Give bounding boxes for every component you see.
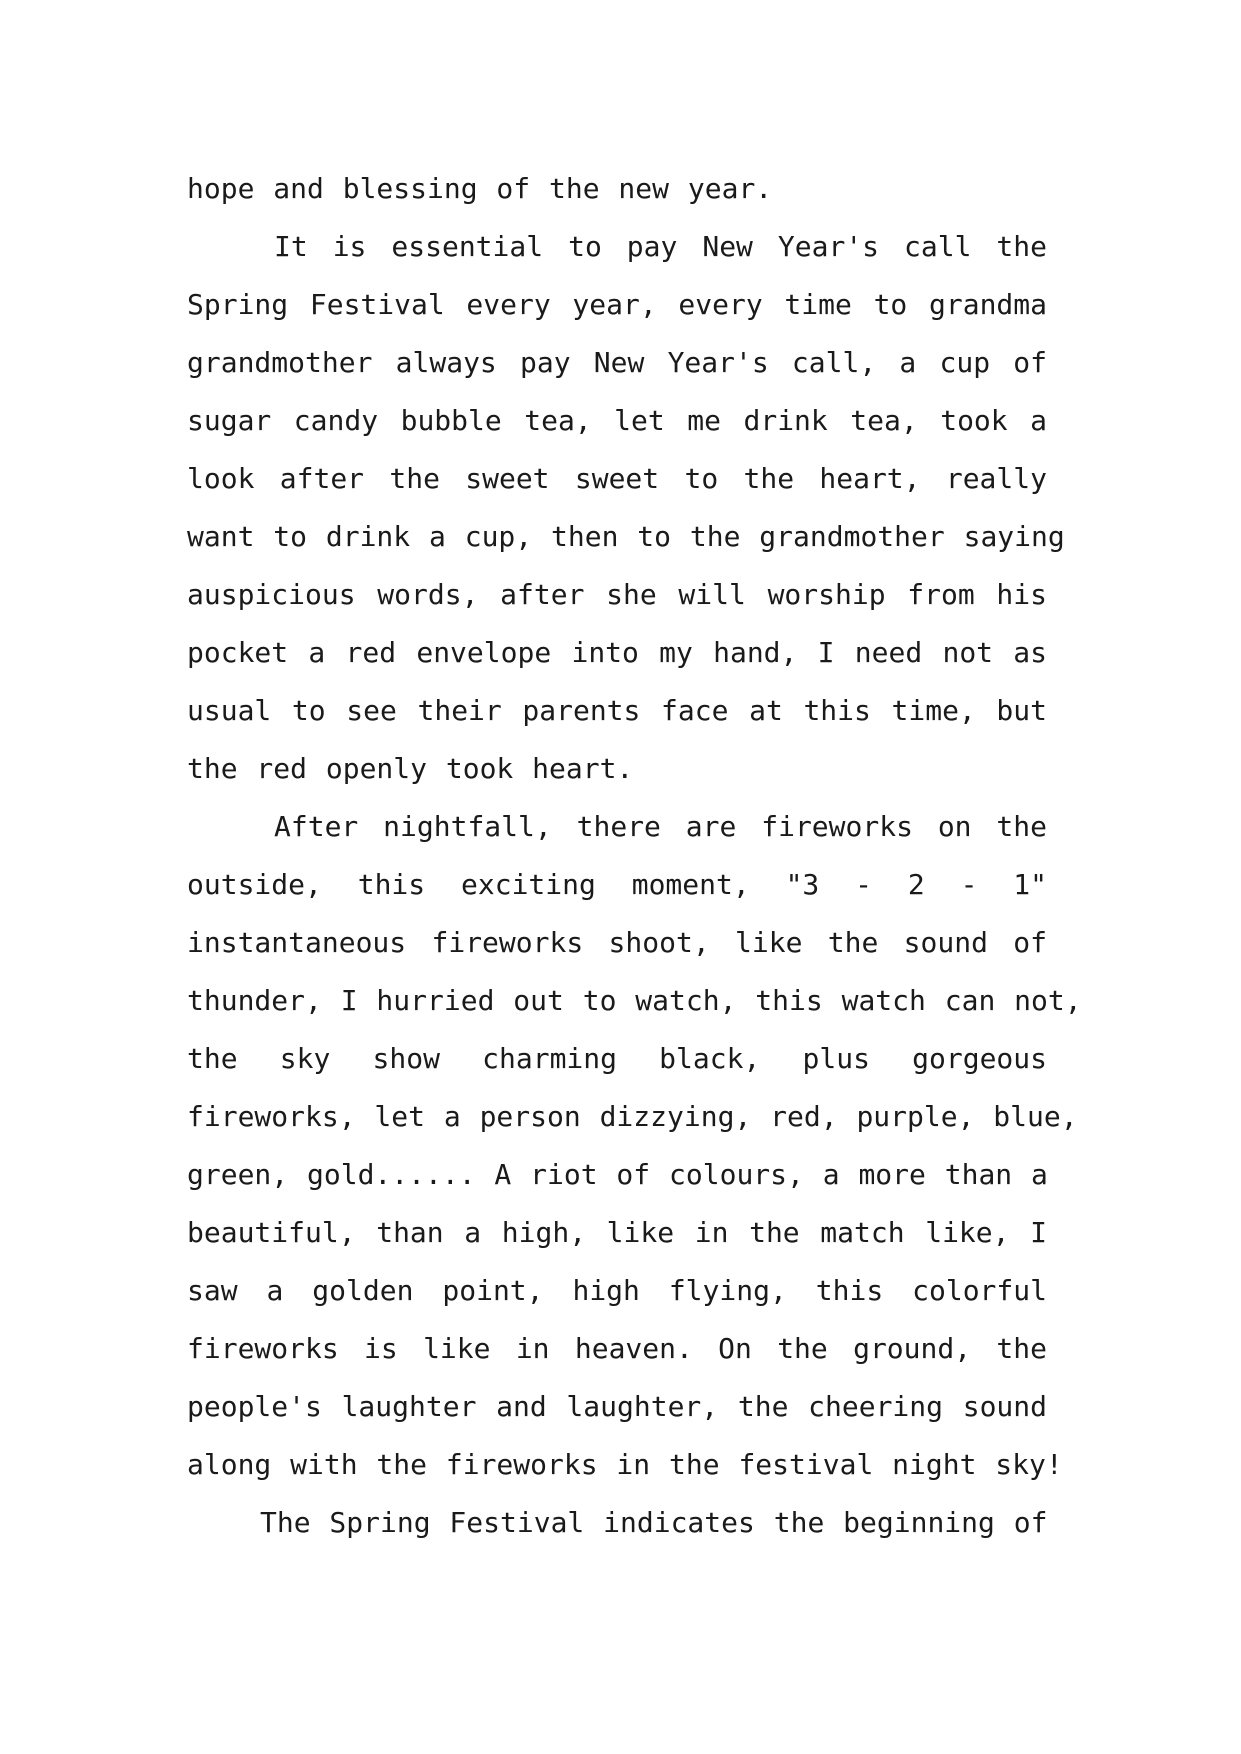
text-line: look after the sweet sweet to the heart, really: [187, 462, 1047, 495]
text-line: It is essential to pay New Year's call the: [274, 230, 1047, 263]
text-line: hope and blessing of the new year.: [187, 172, 773, 205]
text-line: fireworks is like in heaven. On the ground, the: [187, 1332, 1047, 1365]
text-line: The Spring Festival indicates the beginning of: [260, 1506, 1048, 1539]
text-line: want to drink a cup, then to the grandmother saying: [187, 520, 1065, 553]
text-line: pocket a red envelope into my hand, I need not as: [187, 636, 1047, 669]
text-line: grandmother always pay New Year's call, a cup of: [187, 346, 1047, 379]
text-line: the red openly took heart.: [187, 752, 634, 785]
text-line: outside, this exciting moment, "3 - 2 - 1": [187, 868, 1047, 901]
text-line: fireworks, let a person dizzying, red, purple, blue,: [187, 1100, 1078, 1133]
text-line: Spring Festival every year, every time to grandma: [187, 288, 1047, 321]
text-line: usual to see their parents face at this time, but: [187, 694, 1047, 727]
text-line: people's laughter and laughter, the cheering sound: [187, 1390, 1047, 1423]
text-line: auspicious words, after she will worship from his: [187, 578, 1047, 611]
text-line: saw a golden point, high flying, this colorful: [187, 1274, 1047, 1307]
text-line: along with the fireworks in the festival night sky!: [187, 1448, 1063, 1481]
text-line: instantaneous fireworks shoot, like the sound of: [187, 926, 1047, 959]
text-line: green, gold...... A riot of colours, a more than a: [187, 1158, 1048, 1191]
text-line: sugar candy bubble tea, let me drink tea, took a: [187, 404, 1047, 437]
text-line: the sky show charming black, plus gorgeous: [187, 1042, 1047, 1075]
text-line: beautiful, than a high, like in the match like, I: [187, 1216, 1047, 1249]
text-line: thunder, I hurried out to watch, this watch can not,: [187, 984, 1082, 1017]
document-body: [187, 160, 1082, 1552]
text-line: After nightfall, there are fireworks on the: [274, 810, 1047, 843]
